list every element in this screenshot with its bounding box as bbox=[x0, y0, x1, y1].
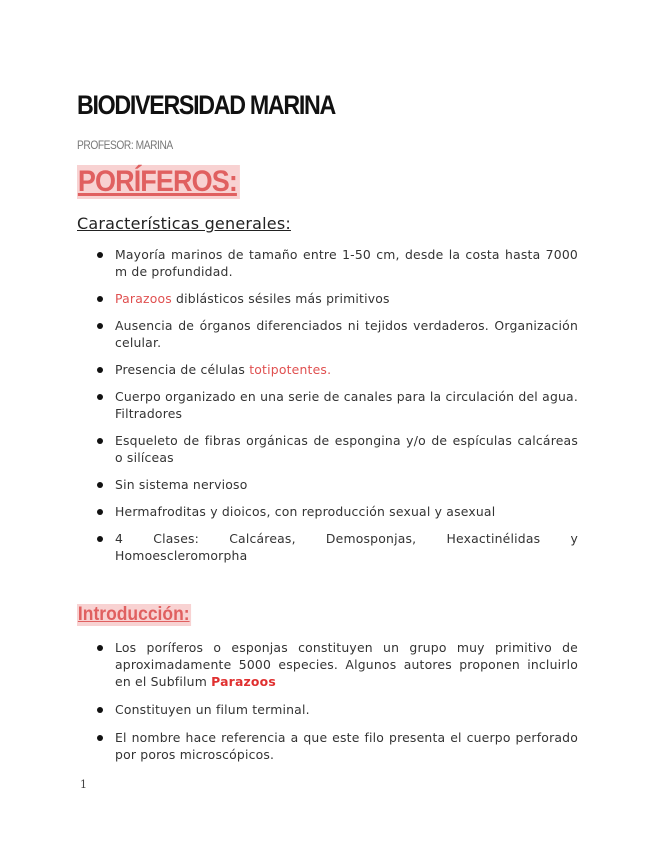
highlight-term: totipotentes. bbox=[249, 362, 332, 377]
list-item: Esqueleto de fibras orgánicas de espongina y/o de espículas calcáreas o silíceas bbox=[96, 432, 578, 466]
list-item: Mayoría marinos de tamaño entre 1-50 cm, desde la costa hasta 7000 m de profundidad. bbox=[96, 246, 578, 280]
highlight-term: Parazoos bbox=[211, 674, 276, 689]
highlight-term: Parazoos bbox=[115, 291, 172, 306]
list-item: Presencia de células totipotentes. bbox=[96, 361, 578, 378]
list-item: Los poríferos o esponjas constituyen un grupo muy primitivo de aproximadamente 5000 especies. Algunos autores proponen incluirlo en el Subfilum Parazoos bbox=[96, 639, 578, 690]
list-item: Hermafroditas y dioicos, con reproducción sexual y asexual bbox=[96, 503, 578, 520]
section-heading-introduccion: Introducción: bbox=[77, 604, 190, 625]
page-title: BIODIVERSIDAD MARINA bbox=[77, 90, 336, 120]
list-item: Constituyen un filum terminal. bbox=[96, 701, 578, 718]
introduction-list bbox=[96, 639, 578, 763]
list-item: El nombre hace referencia a que este filo presenta el cuerpo perforado por poros microscópicos. bbox=[96, 729, 578, 763]
page-number: 1 bbox=[80, 778, 87, 791]
list-item: Ausencia de órganos diferenciados ni tejidos verdaderos. Organización celular. bbox=[96, 317, 578, 351]
characteristics-list bbox=[96, 246, 578, 564]
subheading-caracteristicas: Características generales: bbox=[77, 214, 291, 233]
section-heading-poriferos: PORÍFEROS: bbox=[77, 165, 240, 199]
list-item: Cuerpo organizado en una serie de canales para la circulación del agua. Filtradores bbox=[96, 388, 578, 422]
list-item: 4 Clases: Calcáreas, Demosponjas, Hexactinélidas y Homoescleromorpha bbox=[96, 530, 578, 564]
list-item: Sin sistema nervioso bbox=[96, 476, 578, 493]
list-item: Parazoos diblásticos sésiles más primitivos bbox=[96, 290, 578, 307]
professor-subtitle: PROFESOR: MARINA bbox=[77, 138, 173, 152]
